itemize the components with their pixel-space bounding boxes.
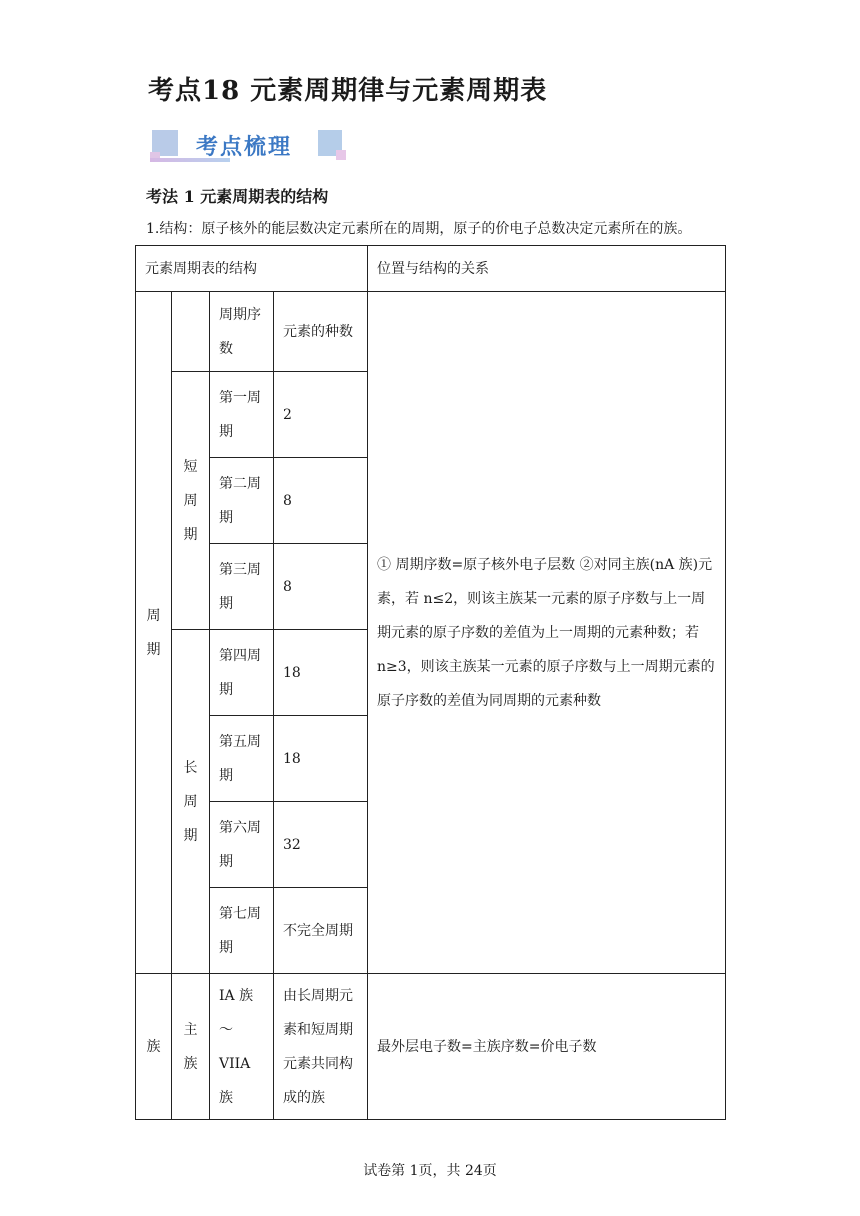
period-count: 2 bbox=[274, 372, 368, 458]
long-period-label: 长周期 bbox=[172, 630, 210, 974]
periodic-structure-table bbox=[135, 245, 726, 1120]
period-name: 第六周期 bbox=[210, 802, 274, 888]
main-family-relation: 最外层电子数=主族序数=价电子数 bbox=[368, 974, 726, 1120]
period-count: 8 bbox=[274, 544, 368, 630]
main-family-range: IA 族～VIIA 族 bbox=[210, 974, 274, 1120]
short-period-label: 短周期 bbox=[172, 372, 210, 630]
banner-decoration-square bbox=[336, 150, 346, 160]
period-count: 8 bbox=[274, 458, 368, 544]
period-name: 第五周期 bbox=[210, 716, 274, 802]
col-period-no: 周期序数 bbox=[210, 292, 274, 372]
family-label: 族 bbox=[136, 974, 172, 1120]
header-relation: 位置与结构的关系 bbox=[368, 246, 726, 292]
period-count: 32 bbox=[274, 802, 368, 888]
intro-text: 1.结构：原子核外的能层数决定元素所在的周期，原子的价电子总数决定元素所在的族。 bbox=[146, 221, 692, 237]
period-name: 第二周期 bbox=[210, 458, 274, 544]
table-header-row bbox=[136, 246, 726, 292]
section-banner bbox=[150, 128, 350, 168]
col-element-count: 元素的种数 bbox=[274, 292, 368, 372]
period-count: 不完全周期 bbox=[274, 888, 368, 974]
period-name: 第三周期 bbox=[210, 544, 274, 630]
page-footer: 试卷第 1页，共 24页 bbox=[363, 1163, 497, 1179]
empty-cell bbox=[172, 292, 210, 372]
period-relation: ① 周期序数=原子核外电子层数 ②对同主族(nA 族)元素，若 n≤2，则该主族某一元素的原子序数与上一周期元素的原子序数的差值为上一周期的元素种数；若 n≥3，则该主族某一元素的原子序数与上一周期元素的原子序数的差值为同周期的元素种数 bbox=[368, 292, 726, 974]
period-group-label: 周期 bbox=[136, 292, 172, 974]
banner-label: 考点梳理 bbox=[196, 135, 293, 160]
page-title: 考点18 元素周期律与元素周期表 bbox=[148, 76, 548, 106]
period-count: 18 bbox=[274, 630, 368, 716]
period-name: 第一周期 bbox=[210, 372, 274, 458]
header-structure: 元素周期表的结构 bbox=[136, 246, 368, 292]
period-name: 第七周期 bbox=[210, 888, 274, 974]
period-name: 第四周期 bbox=[210, 630, 274, 716]
period-count: 18 bbox=[274, 716, 368, 802]
table-row bbox=[136, 974, 726, 1120]
main-family-desc: 由长周期元素和短周期元素共同构成的族 bbox=[274, 974, 368, 1120]
section-heading: 考法 1 元素周期表的结构 bbox=[146, 187, 329, 206]
main-family-label: 主族 bbox=[172, 974, 210, 1120]
table-row bbox=[136, 292, 726, 372]
